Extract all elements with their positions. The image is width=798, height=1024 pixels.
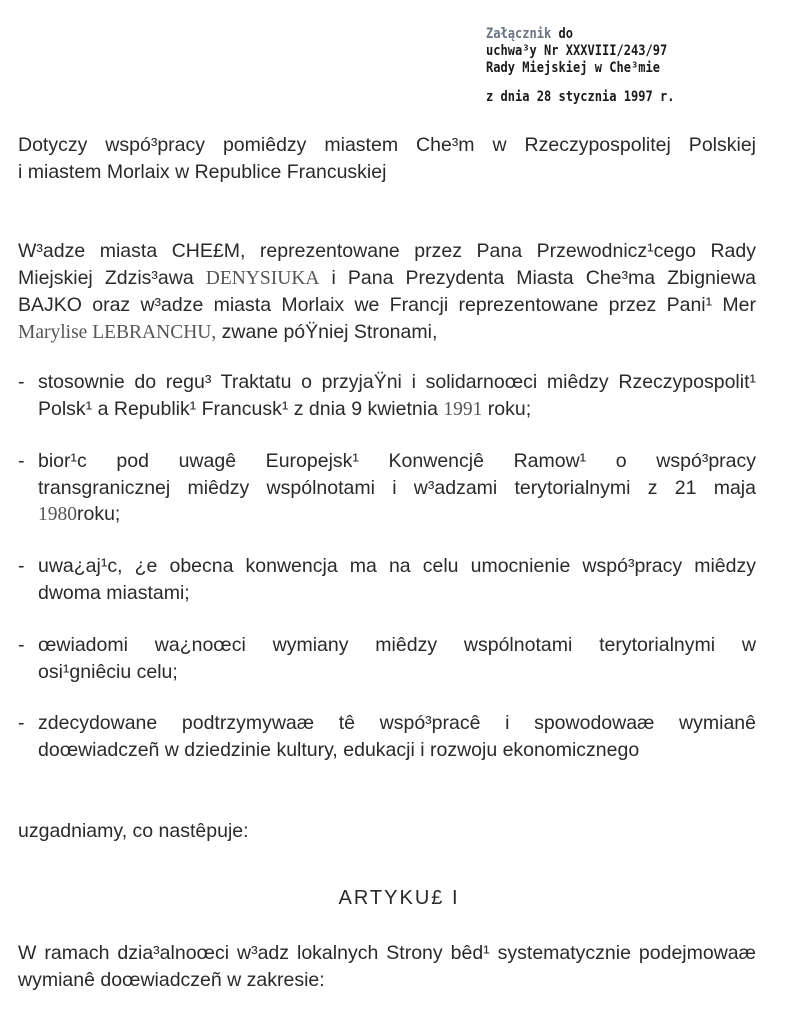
list-item xyxy=(18,553,756,606)
agree-line: uzgadniamy, co nastêpuje: xyxy=(18,820,249,842)
item-text: roku; xyxy=(77,503,121,525)
parties-line-2 xyxy=(18,265,756,293)
list-dash: - xyxy=(18,712,25,734)
item-line: uwa¿aj¹c, ¿e obecna konwencja ma na celu umocnienie wspó³pracy miêdzy xyxy=(38,555,756,577)
parties-text: zwane póŸniej Stronami, xyxy=(216,320,438,343)
item-line: œwiadomi wa¿noœci wymiany miêdzy wspólnotami terytorialnymi w xyxy=(38,634,756,656)
list-item xyxy=(18,448,756,529)
list-item xyxy=(18,632,756,685)
item-line: osi¹gniêciu celu; xyxy=(38,660,178,683)
article-paragraph xyxy=(18,940,756,993)
subject-line-2: i miastem Morlaix w Republice Francuskiej xyxy=(18,160,387,183)
parties-line-4 xyxy=(18,319,756,347)
header-line-2: uchwa³y Nr XXXVIII/243/97 xyxy=(486,43,668,59)
list-dash: - xyxy=(18,371,25,393)
article-line-1: W ramach dzia³alnoœci w³adz lokalnych Strony bêd¹ systematycznie podejmowaæ xyxy=(18,942,756,964)
header-line-1 xyxy=(486,26,744,43)
year-1980: 1980 xyxy=(38,504,77,525)
list-dash: - xyxy=(18,555,25,577)
item-line: zdecydowane podtrzymywaæ tê wspó³pracê i spowodowaæ wymianê xyxy=(38,712,756,734)
article-line-2: wymianê doœwiadczeñ w zakresie: xyxy=(18,968,325,991)
item-text: roku; xyxy=(482,397,532,420)
list-dash: - xyxy=(18,634,25,656)
item-line xyxy=(38,501,756,529)
list-dash: - xyxy=(18,450,25,472)
attachment-word: Załącznik xyxy=(486,26,552,42)
item-line: stosownie do regu³ Traktatu o przyjaŸni i solidarnoœci miêdzy Rzeczypospolit¹ xyxy=(38,371,756,393)
list-item xyxy=(18,710,756,763)
year-1991: 1991 xyxy=(443,398,483,420)
subject-paragraph xyxy=(18,132,756,185)
attachment-header xyxy=(486,26,786,106)
header-line-4: z dnia 28 stycznia 1997 r. xyxy=(486,89,675,105)
surname-denysiuk: DENYSIUKA xyxy=(205,267,320,289)
list-item xyxy=(18,369,756,423)
parties-line-1: W³adze miasta CHE£M, reprezentowane przez Pana Przewodnicz¹cego Rady xyxy=(18,240,756,262)
item-line: dwoma miastami; xyxy=(38,581,190,604)
name-lebranchu: Marylise LEBRANCHU, xyxy=(18,321,217,343)
item-line xyxy=(38,396,756,424)
parties-paragraph xyxy=(18,238,756,346)
subject-line-1: Dotyczy wspó³pracy pomiêdzy miastem Che³m w Rzeczypospolitej Polskiej xyxy=(18,134,756,156)
article-title: ARTYKU£ I xyxy=(338,887,460,909)
item-line: transgranicznej miêdzy wspólnotami i w³adzami terytorialnymi z 21 maja xyxy=(38,476,756,499)
item-text: Polsk¹ a Republik¹ Francusk¹ z dnia 9 kwietnia xyxy=(38,397,444,420)
parties-line-3: BAJKO oraz w³adze miasta Morlaix we Francji reprezentowane przez Pani¹ Mer xyxy=(18,294,756,316)
attachment-rest: do xyxy=(551,26,573,42)
parties-text: i Pana Prezydenta Miasta Che³ma Zbigniewa xyxy=(319,266,756,289)
item-line: bior¹c pod uwagê Europejsk¹ Konwencjê Ramow¹ o wspó³pracy xyxy=(38,450,756,472)
header-line-3: Rady Miejskiej w Che³mie xyxy=(486,60,660,76)
item-line: doœwiadczeñ w dziedzinie kultury, edukacji i rozwoju ekonomicznego xyxy=(38,738,640,761)
parties-text: Miejskiej Zdzis³awa xyxy=(18,266,206,289)
